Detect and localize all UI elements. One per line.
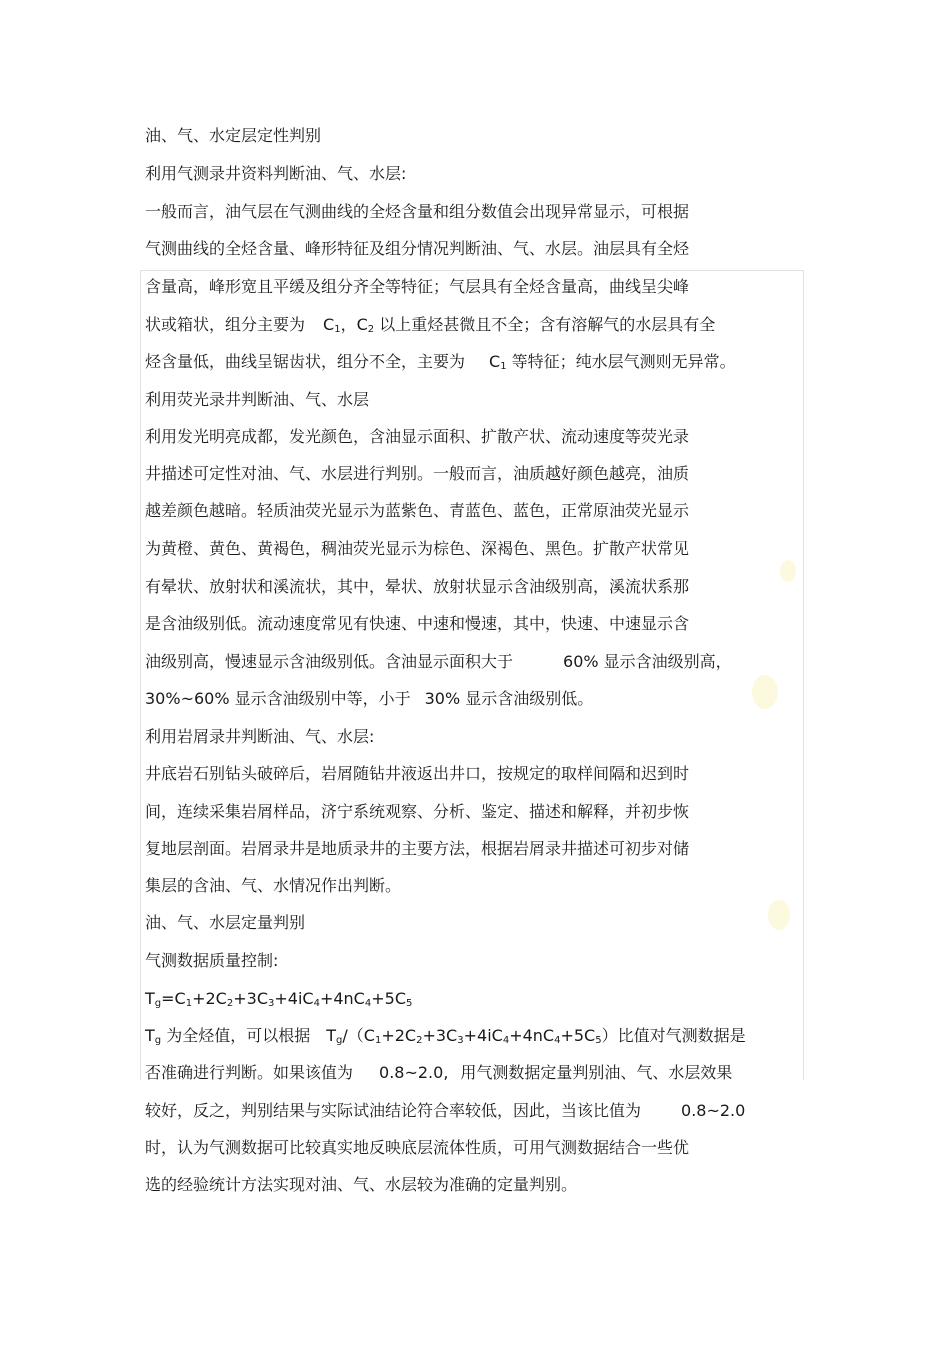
text-run: 60% 显示含油级别高， xyxy=(563,652,732,671)
text-run: 油级别高，慢速显示含油级别低。含油显示面积大于 xyxy=(145,652,514,671)
formula-symbol: T xyxy=(145,989,155,1008)
subscript: 1 xyxy=(334,324,341,335)
paragraph-line: 有晕状、放射状和溪流状，其中，晕状、放射状显示含油级别高，溪流状系那 xyxy=(145,577,690,596)
paragraph-line: 选的经验统计方法实现对油、气、水层较为准确的定量判别。 xyxy=(145,1175,578,1194)
subsection-heading: 利用荧光录井判断油、气、水层 xyxy=(145,390,370,409)
text-run: 以上重烃甚微且不全；含有溶解气的水层具有全 xyxy=(374,315,716,334)
paragraph-line: 间，连续采集岩屑样品，济宁系统观察、分析、鉴定、描述和解释，并初步恢 xyxy=(145,802,690,821)
formula-term: /（C xyxy=(342,1026,375,1045)
text-run: 烃含量低，曲线呈锯齿状，组分不全，主要为 xyxy=(145,352,466,371)
text-run: 状或箱状，组分主要为 xyxy=(145,315,306,334)
paragraph-line: 时，认为气测数据可比较真实地反映底层流体性质，可用气测数据结合一些优 xyxy=(145,1138,690,1157)
paragraph-line: 集层的含油、气、水情况作出判断。 xyxy=(145,876,402,895)
paragraph-line: 一般而言，油气层在气测曲线的全烃含量和组分数值会出现异常显示，可根据 xyxy=(145,202,690,221)
subscript: 1 xyxy=(374,1035,382,1046)
text-run: 等特征；纯水层气测则无异常。 xyxy=(506,352,736,371)
paragraph-line: 为黄橙、黄色、黄褐色，稠油荧光显示为棕色、深褐色、黑色。扩散产状常见 xyxy=(145,539,690,558)
paragraph-line: 利用发光明亮成都，发光颜色，含油显示面积、扩散产状、流动速度等荧光录 xyxy=(145,427,690,446)
formula-symbol: T xyxy=(326,1026,337,1045)
paragraph-line xyxy=(145,1101,745,1121)
scan-smudge xyxy=(768,900,790,930)
subscript: g xyxy=(336,1035,343,1046)
text-run: 30% 显示含油级别低。 xyxy=(424,689,594,708)
paragraph-line xyxy=(145,689,593,709)
text-run: 较好，反之，判别结果与实际试油结论符合率较低，因此，当该比值为 xyxy=(145,1101,642,1120)
subscript: 2 xyxy=(226,998,234,1009)
subscript: 1 xyxy=(185,998,193,1009)
subsection-heading: 利用岩屑录井判断油、气、水层: xyxy=(145,727,375,746)
paragraph-line: 气测曲线的全烃含量、峰形特征及组分情况判断油、气、水层。油层具有全烃 xyxy=(145,239,690,258)
subsection-heading: 气测数据质量控制: xyxy=(145,951,279,970)
formula-term: =C xyxy=(161,989,186,1008)
subsection-heading: 利用气测录井资料判断油、气、水层: xyxy=(145,164,407,183)
section-heading: 油、气、水层定量判别 xyxy=(145,913,306,932)
paragraph-line xyxy=(145,315,715,335)
text-run: 0.8~2.0, xyxy=(379,1063,449,1082)
subscript: 4 xyxy=(502,1035,510,1046)
subscript: 2 xyxy=(367,324,375,335)
paragraph-line xyxy=(145,1063,732,1083)
formula-term: +2C xyxy=(381,1026,417,1045)
text-run: C xyxy=(489,352,501,371)
text-run: 用气测数据定量判别油、气、水层效果 xyxy=(460,1063,733,1082)
subscript: 1 xyxy=(500,361,507,372)
paragraph-line xyxy=(145,652,732,672)
subscript: 3 xyxy=(268,998,275,1009)
formula-term: +5C xyxy=(371,989,406,1008)
subscript: 5 xyxy=(595,1035,602,1046)
text-run: 0.8~2.0 xyxy=(681,1101,746,1120)
formula-symbol: T xyxy=(145,1026,155,1045)
section-heading: 油、气、水定层定性判别 xyxy=(145,126,322,145)
paragraph-line: 井底岩石别钻头破碎后，岩屑随钻井液返出井口，按规定的取样间隔和迟到时 xyxy=(145,764,690,783)
formula-term: +5C xyxy=(560,1026,596,1045)
text-run: C xyxy=(323,315,335,334)
paragraph-line: 复地层剖面。岩屑录井是地质录井的主要方法，根据岩屑录井描述可初步对储 xyxy=(145,839,690,858)
paragraph-line: 是含油级别低。流动速度常见有快速、中速和慢速，其中，快速、中速显示含 xyxy=(145,614,690,633)
subscript: 2 xyxy=(416,1035,423,1046)
formula-term: +3C xyxy=(422,1026,458,1045)
subscript: g xyxy=(154,998,162,1009)
text-run: 为全烃值，可以根据 xyxy=(161,1026,311,1045)
subscript: 3 xyxy=(457,1035,464,1046)
text-run: 否准确进行判断。如果该值为 xyxy=(145,1063,354,1082)
formula-term: +4nC xyxy=(319,989,365,1008)
formula-ratio-line xyxy=(145,1026,746,1046)
subscript: g xyxy=(154,1035,162,1046)
subscript: 4 xyxy=(313,998,320,1009)
scan-smudge xyxy=(780,560,796,582)
paragraph-line: 越差颜色越暗。轻质油荧光显示为蓝紫色、青蓝色、蓝色，正常原油荧光显示 xyxy=(145,501,690,520)
paragraph-line xyxy=(145,352,736,372)
text-run: 30%~60% 显示含油级别中等，小于 xyxy=(145,689,411,708)
formula-term: +4nC xyxy=(509,1026,555,1045)
subscript: 4 xyxy=(554,1035,561,1046)
formula-term: +4iC xyxy=(274,989,314,1008)
formula-total-hydrocarbon xyxy=(145,989,412,1009)
text-run: ）比值对气测数据是 xyxy=(601,1026,746,1045)
formula-term: +4iC xyxy=(463,1026,503,1045)
formula-term: +3C xyxy=(233,989,268,1008)
subscript: 5 xyxy=(406,998,413,1009)
text-run: ，C xyxy=(340,315,368,334)
paragraph-line: 含量高，峰形宽且平缓及组分齐全等特征；气层具有全烃含量高，曲线呈尖峰 xyxy=(145,277,690,296)
formula-term: +2C xyxy=(192,989,227,1008)
subscript: 4 xyxy=(364,998,372,1009)
paragraph-line: 井描述可定性对油、气、水层进行判别。一般而言，油质越好颜色越亮，油质 xyxy=(145,464,690,483)
scan-smudge xyxy=(752,675,778,709)
